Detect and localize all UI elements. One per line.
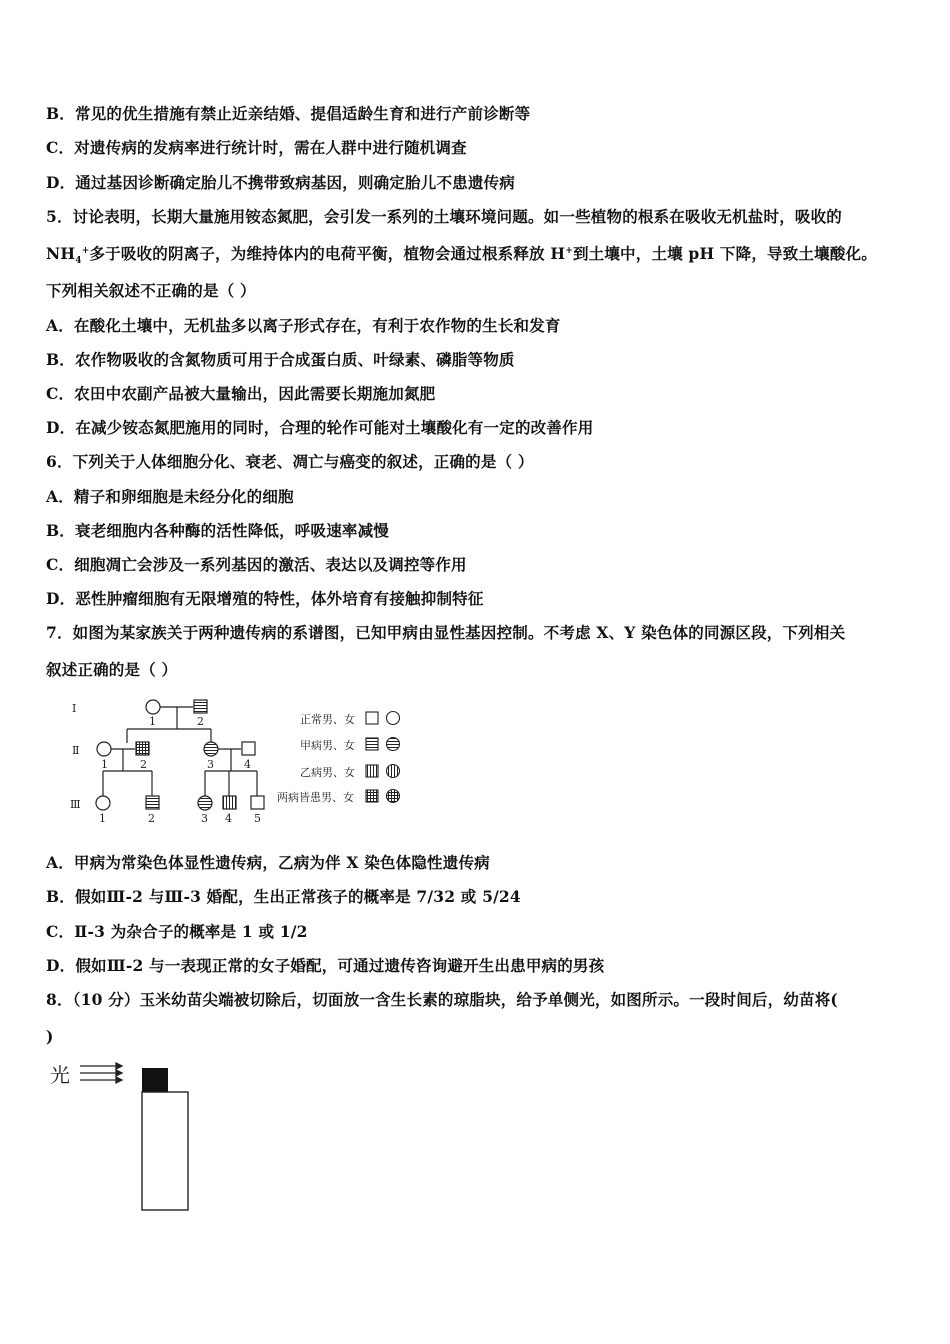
question-6-stem: 6．下列关于人体细胞分化、衰老、凋亡与癌变的叙述，正确的是（ ） [46, 452, 534, 471]
ind-num: 1 [101, 758, 108, 771]
option-a-q6: A．精子和卵细胞是未经分化的细胞 [46, 487, 294, 506]
option-c-q4: C．对遗传病的发病率进行统计时，需在人群中进行随机调查 [46, 138, 467, 157]
option-d-q7: D．假如Ⅲ-2 与一表现正常的女子婚配，可通过遗传咨询避开生出患甲病的男孩 [46, 956, 605, 975]
ind-num: 5 [254, 812, 261, 825]
ind-num: 2 [148, 812, 155, 825]
pedigree-ii2-male-both [136, 742, 149, 755]
pedigree-ii3-female-disease-a [204, 742, 218, 756]
pedigree-iii1-normal-female [96, 796, 110, 810]
question-8-stem-2: ) [46, 1027, 54, 1046]
question-5-stem-2 [46, 242, 877, 266]
pedigree-ii1-normal-female [97, 742, 111, 756]
agar-block [142, 1068, 168, 1092]
legend-both-female-icon [387, 790, 400, 803]
ind-num: 1 [99, 812, 106, 825]
option-c-q6: C．细胞凋亡会涉及一系列基因的激活、表达以及调控等作用 [46, 555, 467, 574]
pedigree-i2-male-disease-a [194, 700, 207, 713]
ind-num: 4 [244, 758, 251, 771]
option-b-q6: B．衰老细胞内各种酶的活性降低，呼吸速率减慢 [46, 521, 390, 540]
light-label: 光 [50, 1063, 70, 1087]
stem-middle: 多于吸收的阴离子，为维持体内的电荷平衡，植物会通过根系释放 H [89, 244, 566, 263]
legend-b-male-icon [366, 765, 378, 777]
ind-num: 3 [201, 812, 208, 825]
pedigree-i1-normal-female [146, 700, 160, 714]
ind-num: 2 [140, 758, 147, 771]
question-8-stem-1: 8．（10 分）玉米幼苗尖端被切除后，切面放一含生长素的琼脂块，给予单侧光，如图所示。一段时间后，幼苗将( [46, 990, 838, 1009]
pedigree-ii4-normal-male [242, 742, 255, 755]
option-a-q5: A．在酸化土壤中，无机盐多以离子形式存在，有利于农作物的生长和发育 [46, 316, 561, 335]
pedigree-iii4-male-disease-b [223, 796, 236, 809]
option-c-q5: C．农田中农副产品被大量输出，因此需要长期施加氮肥 [46, 384, 436, 403]
ind-num: 2 [197, 715, 204, 728]
option-d-q4: D．通过基因诊断确定胎儿不携带致病基因，则确定胎儿不患遗传病 [46, 173, 515, 192]
option-b-q7: B．假如Ⅲ-2 与Ⅲ-3 婚配，生出正常孩子的概率是 7/32 或 5/24 [46, 887, 521, 906]
nh4-text: NH [46, 244, 76, 263]
legend-both-label: 两病皆患男、女 [277, 791, 354, 804]
option-b-q5: B．农作物吸收的含氮物质可用于合成蛋白质、叶绿素、磷脂等物质 [46, 350, 515, 369]
question-7-stem-1: 7．如图为某家族关于两种遗传病的系谱图，已知甲病由显性基因控制。不考虑 X、Y 染色体的同源区段，下列相关 [46, 623, 846, 642]
pedigree-iii3-female-disease-a [198, 796, 212, 810]
legend-normal-label: 正常男、女 [300, 713, 355, 726]
nh4-subscript: 4 [75, 256, 82, 267]
seedling-stem [142, 1092, 188, 1210]
option-d-q6: D．恶性肿瘤细胞有无限增殖的特性，体外培育有接触抑制特征 [46, 589, 484, 608]
generation-iii-label: Ⅲ [70, 798, 81, 811]
ind-num: 1 [149, 715, 156, 728]
light-arrows-icon [80, 1063, 122, 1083]
legend-a-female-icon [387, 738, 400, 751]
h-superscript: + [565, 245, 573, 256]
generation-i-label: Ⅰ [72, 702, 77, 715]
stem-end: 到土壤中，土壤 pH 下降，导致土壤酸化。 [572, 244, 877, 263]
option-d-q5: D．在减少铵态氮肥施用的同时，合理的轮作可能对土壤酸化有一定的改善作用 [46, 418, 594, 437]
legend-disease-a-label: 甲病男、女 [300, 739, 355, 752]
pedigree-iii5-normal-male [251, 796, 264, 809]
seedling-diagram [46, 1058, 206, 1218]
legend-normal-female-icon [387, 712, 400, 725]
legend-disease-b-label: 乙病男、女 [300, 766, 355, 779]
ind-num: 4 [225, 812, 232, 825]
option-a-q7: A．甲病为常染色体显性遗传病，乙病为伴 X 染色体隐性遗传病 [46, 853, 490, 872]
legend-b-female-icon [387, 765, 400, 778]
legend-a-male-icon [366, 738, 378, 750]
option-b-q4: B．常见的优生措施有禁止近亲结婚、提倡适龄生育和进行产前诊断等 [46, 104, 531, 123]
ind-num: 3 [207, 758, 214, 771]
nh4-superscript: + [81, 245, 90, 256]
option-c-q7: C．Ⅱ-3 为杂合子的概率是 1 或 1/2 [46, 922, 308, 941]
question-5-stem-1: 5．讨论表明，长期大量施用铵态氮肥，会引发一系列的土壤环境问题。如一些植物的根系在吸收无机盐时，吸收的 [46, 207, 842, 226]
generation-ii-label: Ⅱ [72, 744, 80, 757]
legend-both-male-icon [366, 790, 378, 802]
question-7-stem-2: 叙述正确的是（ ） [46, 660, 178, 679]
pedigree-iii2-male-disease-a [146, 796, 159, 809]
question-5-stem-3: 下列相关叙述不正确的是（ ） [46, 281, 256, 300]
legend-normal-male-icon [366, 712, 378, 724]
pedigree-diagram [60, 692, 410, 828]
